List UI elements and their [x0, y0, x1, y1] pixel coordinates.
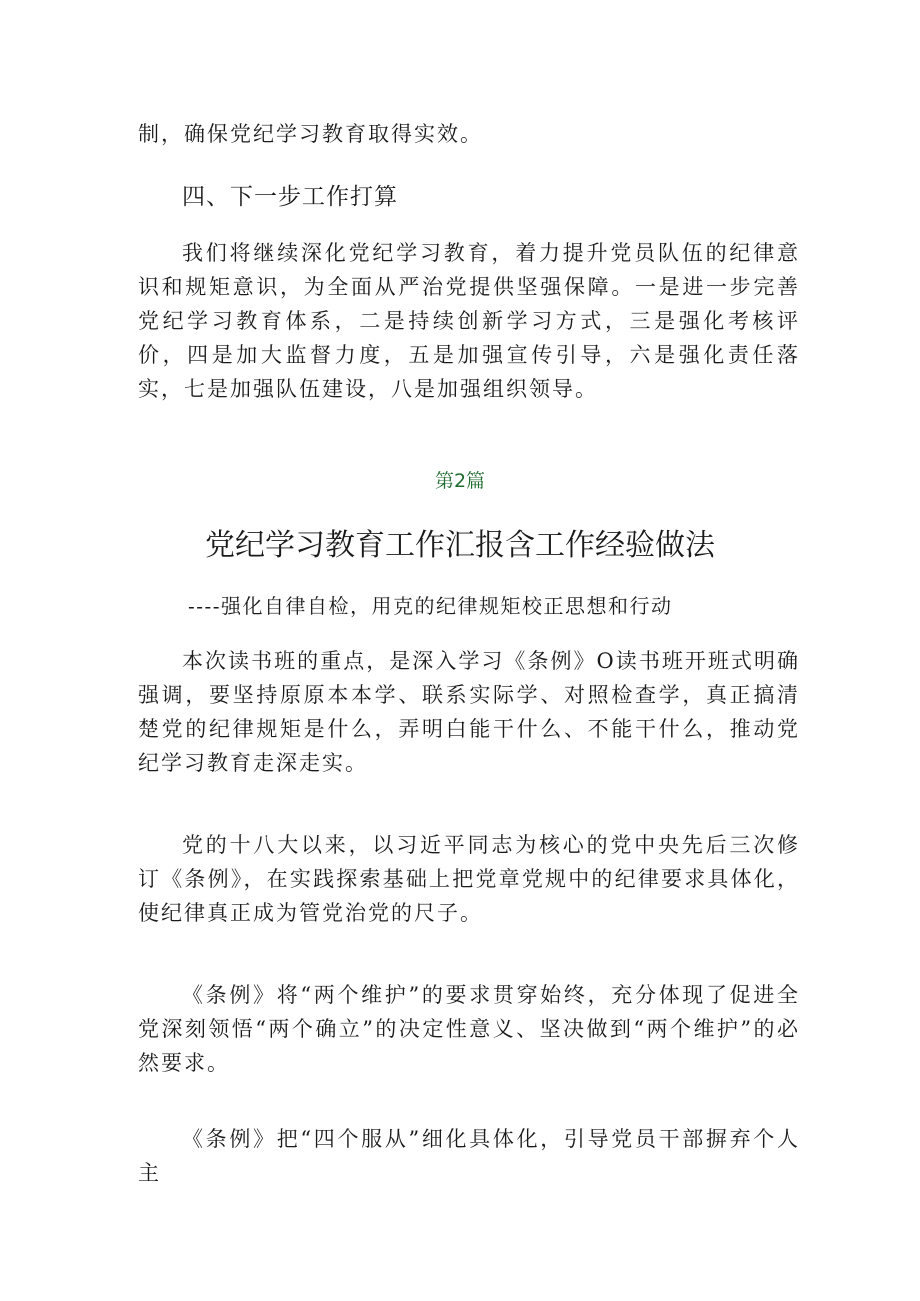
body-paragraph: 《条例》将“两个维护”的要求贯穿始终，充分体现了促进全党深刻领悟“两个确立”的决定性意义、坚决做到“两个维护”的必然要求。 [138, 983, 800, 1075]
body-paragraph: 本次读书班的重点，是深入学习《条例》O读书班开班式明确强调，要坚持原原本本学、联系实际学、对照检查学，真正搞清楚党的纪律规矩是什么，弄明白能干什么、不能干什么，推动党纪学习教育走深走实。 [138, 649, 800, 775]
body-paragraph: 党的十八大以来，以习近平同志为核心的党中央先后三次修订《条例》，在实践探索基础上把党章党规中的纪律要求具体化，使纪律真正成为管党治党的尺子。 [138, 833, 800, 925]
section-heading: 四、下一步工作打算 [182, 184, 398, 210]
article-subtitle: ----强化自律自检，用克的纪律规矩校正思想和行动 [188, 594, 673, 618]
article-number: 第2篇 [434, 470, 486, 492]
plan-paragraph: 我们将继续深化党纪学习教育，着力提升党员队伍的纪律意识和规矩意识，为全面从严治党提供坚强保障。一是进一步完善党纪学习教育体系，二是持续创新学习方式，三是强化考核评价，四是加大监督力度，五是加强宣传引导，六是强化责任落实，七是加强队伍建设，八是加强组织领导。 [138, 241, 800, 401]
article-title: 党纪学习教育工作汇报含工作经验做法 [205, 528, 715, 563]
body-paragraph: 《条例》把“四个服从”细化具体化，引导党员干部摒弃个人主 [138, 1127, 800, 1185]
continuation-paragraph: 制，确保党纪学习教育取得实效。 [138, 122, 483, 146]
